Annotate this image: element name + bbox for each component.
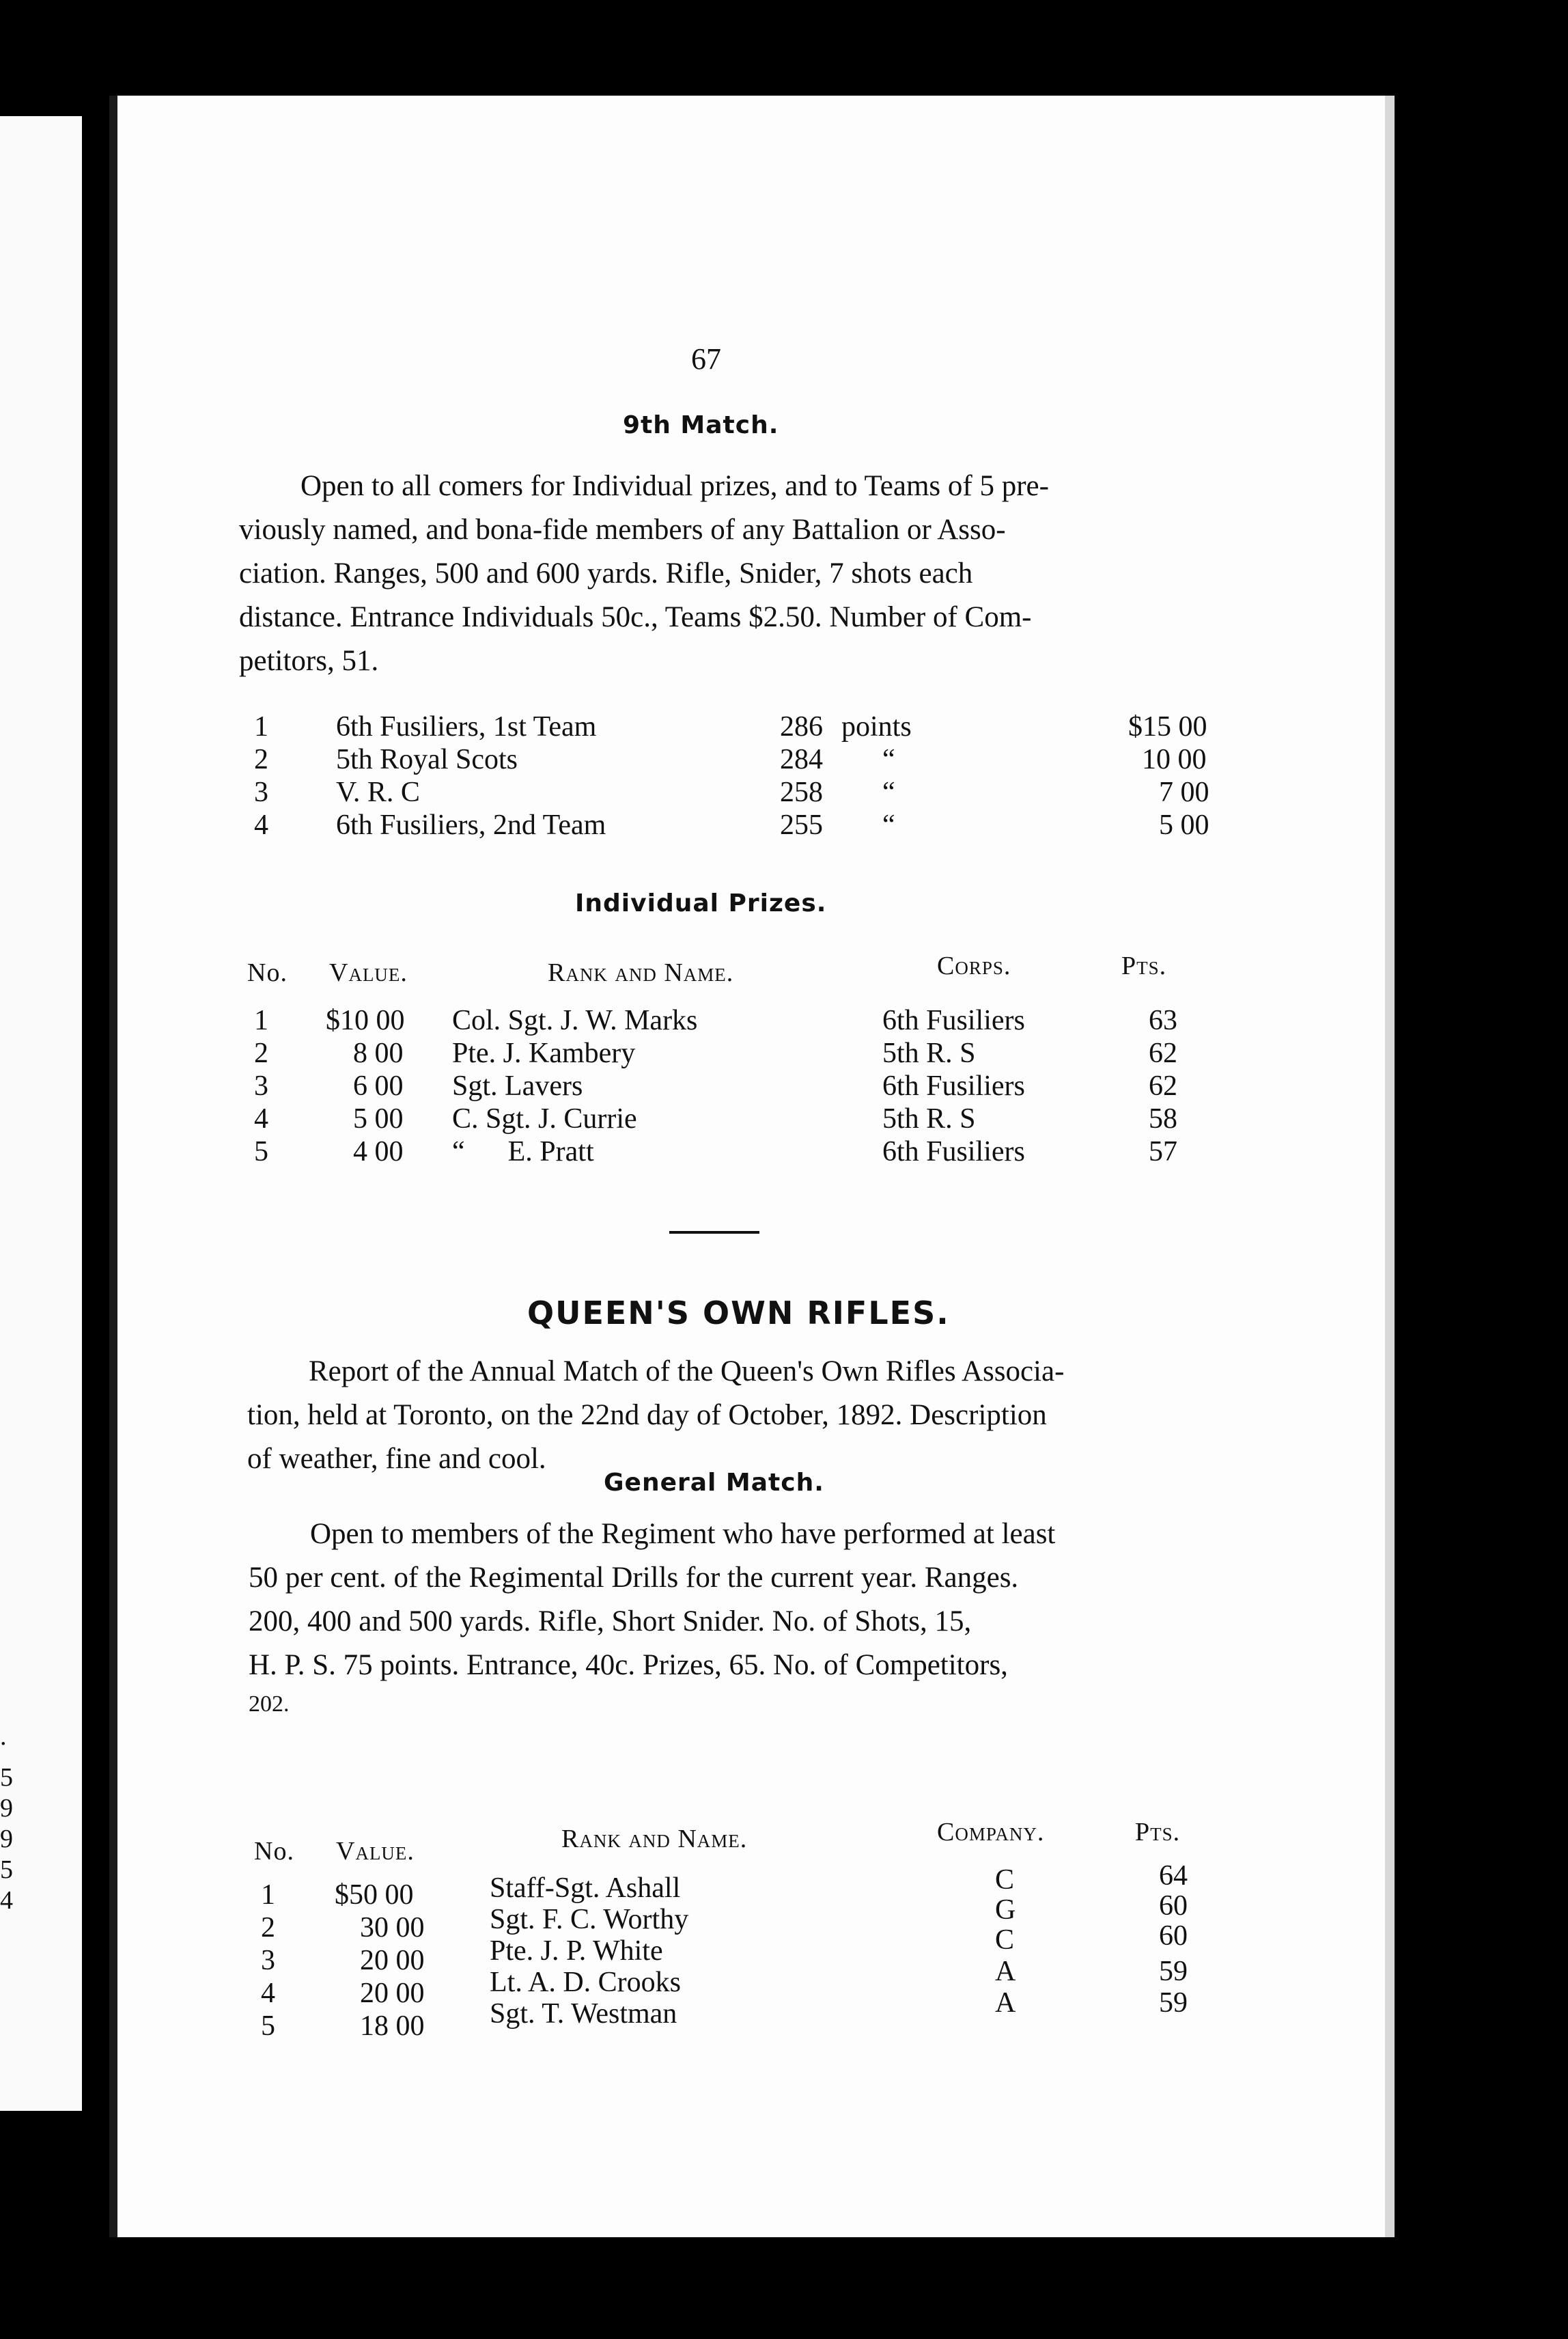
team-unit: points [841,711,912,743]
margin-digit: 9 [0,1794,13,1823]
prize-no: 4 [254,1103,268,1135]
col-header-no: No. [254,1837,294,1866]
prize-value: 8 00 [353,1038,404,1069]
result-pts: 60 [1159,1920,1188,1952]
qor-report [247,1350,1299,1481]
prize-pts: 58 [1149,1103,1177,1135]
team-score: 286 [780,711,823,743]
result-pts: 60 [1159,1890,1188,1922]
team-no: 3 [254,777,268,808]
para-line: of weather, fine and cool. [247,1443,546,1475]
general-match-heading: General Match. [604,1469,824,1497]
team-no: 4 [254,809,268,841]
prize-pts: 63 [1149,1005,1177,1036]
result-no: 1 [261,1879,275,1911]
para-line: ciation. Ranges, 500 and 600 yards. Rifle, Snider, 7 shots each [239,557,973,590]
para-line: distance. Entrance Individuals 50c., Teams $2.50. Number of Com- [239,601,1032,633]
facing-page-edge [0,116,82,2111]
margin-digit: . [0,1722,7,1751]
prize-name: C. Sgt. J. Currie [452,1103,637,1135]
team-prize: 7 00 [1159,777,1209,808]
result-name: Lt. A. D. Crooks [490,1967,682,1998]
team-prize: 10 00 [1142,744,1207,775]
page-number: 67 [691,342,721,376]
result-company: C [995,1864,1015,1896]
individual-prizes-heading: Individual Prizes. [575,889,827,917]
result-no: 2 [261,1912,275,1943]
team-score: 284 [780,744,823,775]
result-company: C [995,1924,1015,1956]
team-name: V. R. C [336,777,420,808]
book-page [109,96,1395,2237]
para-line: Open to members of the Regiment who have performed at least [310,1518,1056,1550]
team-unit: “ [882,777,895,808]
result-value: 20 00 [360,1978,425,2009]
team-unit: “ [882,809,895,841]
col-header-corps: Corps. [937,952,1011,980]
team-unit: “ [882,744,895,775]
section-divider [669,1231,759,1234]
result-value: 30 00 [360,1912,425,1943]
result-name: Sgt. T. Westman [490,1998,677,2030]
para-line: Report of the Annual Match of the Queen's Own Rifles Associa- [309,1355,1065,1387]
para-line: Open to all comers for Individual prizes, and to Teams of 5 pre- [300,470,1049,502]
col-header-value: Value. [336,1837,415,1866]
prize-pts: 62 [1149,1038,1177,1069]
para-line: 200, 400 and 500 yards. Rifle, Short Snider. No. of Shots, 15, [249,1605,972,1637]
general-match-description [249,1512,1300,1721]
team-name: 6th Fusiliers, 1st Team [336,711,597,743]
result-company: G [995,1894,1016,1926]
col-header-no: No. [247,958,288,987]
result-no: 3 [261,1945,275,1976]
ninth-match-heading: 9th Match. [623,411,779,439]
prize-value: 5 00 [353,1103,404,1135]
team-name: 5th Royal Scots [336,744,518,775]
col-header-value: Value. [329,958,408,987]
result-value: $50 00 [335,1879,414,1911]
margin-digit: 9 [0,1825,13,1853]
col-header-company: Company. [937,1818,1045,1846]
prize-corps: 6th Fusiliers [882,1005,1025,1036]
prize-value: $10 00 [326,1005,405,1036]
result-value: 18 00 [360,2010,425,2042]
prize-corps: 6th Fusiliers [882,1136,1025,1167]
para-line: H. P. S. 75 points. Entrance, 40c. Prizes, 65. No. of Competitors, [249,1649,1008,1681]
result-pts: 59 [1159,1987,1188,2019]
result-no: 5 [261,2010,275,2042]
team-prize: $15 00 [1128,711,1207,743]
prize-name: Sgt. Lavers [452,1070,583,1102]
col-header-pts: Pts. [1135,1818,1181,1846]
margin-digit: 4 [0,1886,13,1915]
col-header-rank-name: Rank and Name. [548,958,734,987]
team-score: 255 [780,809,823,841]
team-no: 1 [254,711,268,743]
result-company: A [995,1987,1016,2019]
prize-corps: 5th R. S [882,1103,976,1135]
para-line: viously named, and bona-fide members of any Battalion or Asso- [239,514,1006,546]
prize-name: Col. Sgt. J. W. Marks [452,1005,698,1036]
para-line: tion, held at Toronto, on the 22nd day of October, 1892. Description [247,1399,1047,1431]
col-header-rank-name: Rank and Name. [561,1825,748,1853]
para-line: petitors, 51. [239,645,379,677]
prize-no: 3 [254,1070,268,1102]
prize-no: 2 [254,1038,268,1069]
result-name: Pte. J. P. White [490,1935,663,1967]
result-pts: 59 [1159,1956,1188,1987]
prize-corps: 6th Fusiliers [882,1070,1025,1102]
qor-heading: QUEEN'S OWN RIFLES. [527,1295,950,1331]
margin-digit: 5 [0,1763,13,1792]
col-header-pts: Pts. [1121,952,1167,980]
result-pts: 64 [1159,1860,1188,1892]
result-name: Staff-Sgt. Ashall [490,1872,681,1904]
result-name: Sgt. F. C. Worthy [490,1904,689,1935]
result-company: A [995,1956,1016,1987]
prize-no: 1 [254,1005,268,1036]
team-name: 6th Fusiliers, 2nd Team [336,809,606,841]
result-no: 4 [261,1978,275,2009]
para-line: 50 per cent. of the Regimental Drills for the current year. Ranges. [249,1562,1019,1594]
prize-pts: 57 [1149,1136,1177,1167]
result-value: 20 00 [360,1945,425,1976]
prize-pts: 62 [1149,1070,1177,1102]
team-prize: 5 00 [1159,809,1209,841]
prize-value: 6 00 [353,1070,404,1102]
team-score: 258 [780,777,823,808]
prize-value: 4 00 [353,1136,404,1167]
margin-digit: 5 [0,1855,13,1884]
para-line: 202. [249,1691,290,1717]
prize-name: “ E. Pratt [452,1136,594,1167]
prize-name: Pte. J. Kambery [452,1038,636,1069]
ninth-match-description [239,465,1291,683]
prize-no: 5 [254,1136,268,1167]
prize-corps: 5th R. S [882,1038,976,1069]
team-no: 2 [254,744,268,775]
